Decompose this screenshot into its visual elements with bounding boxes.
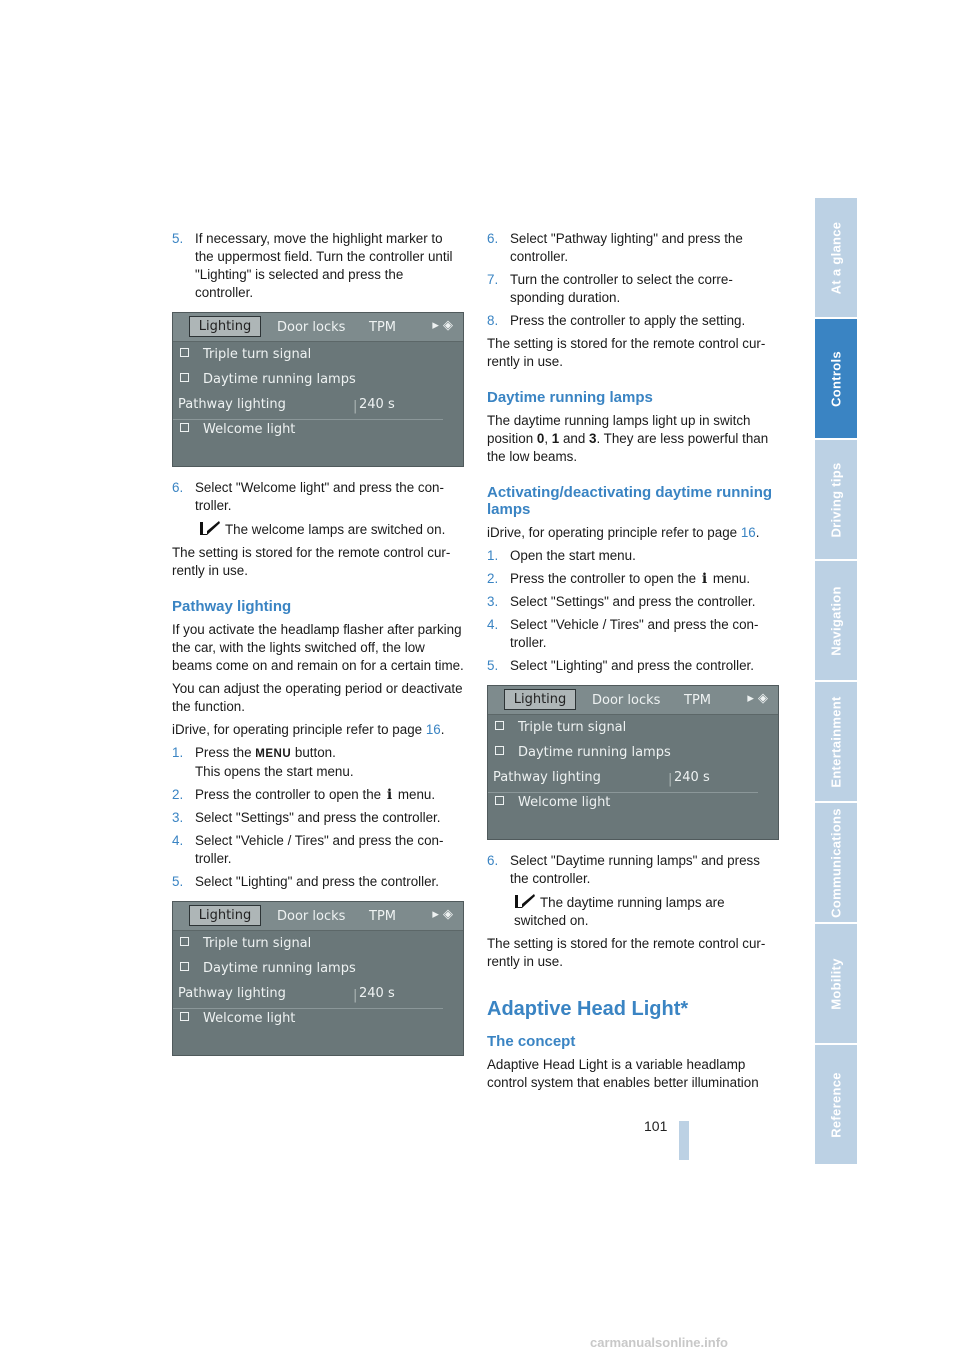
heading-pathway: Pathway lighting (172, 598, 292, 615)
chapter-tab-label: At a glance (828, 221, 844, 294)
menu-row-daytime: Daytime running lamps (178, 960, 463, 978)
menu-row-welcome: Welcome light (178, 421, 463, 439)
checkbox-icon (495, 796, 504, 805)
heading-daytime: Daytime running lamps (487, 389, 653, 406)
step-6: 6. Select "Welcome light" and press the controller. (172, 480, 444, 513)
checkbox-icon (180, 423, 189, 432)
page-number: 101 (644, 1118, 668, 1134)
heading-activating: Activating/deactivating daytime running lamps (487, 484, 773, 518)
menu-row-pathway: Pathway lighting | 240 s (493, 770, 710, 787)
chapter-tab-label: Communications (828, 807, 844, 918)
checkbox-icon (495, 721, 504, 730)
step-3r: 3. Select "Settings" and press the controller. (487, 594, 756, 609)
page-bar (679, 1121, 689, 1160)
chapter-tabs (815, 198, 857, 1166)
check-icon (514, 893, 536, 909)
check-icon (199, 520, 221, 536)
chapter-tab-mobility[interactable] (815, 924, 857, 1043)
chapter-tab-label: Controls (828, 350, 844, 407)
stored-note: The setting is stored for the remote control currently in use. (172, 545, 451, 578)
chapter-tab-controls[interactable] (815, 319, 857, 438)
checkbox-icon (180, 348, 189, 357)
welcome-on-note: The welcome lamps are switched on. (172, 520, 464, 539)
step-7r: 7. Turn the controller to select the corresponding duration. (487, 272, 733, 305)
idrive-screen-lighting-3 (487, 685, 779, 840)
step-3: 3. Select "Settings" and press the controller. (172, 810, 441, 825)
chapter-tab-label: Driving tips (828, 461, 844, 538)
step-6r: 6. Select "Pathway lighting" and press the controller. (487, 231, 743, 264)
chapter-tab-label: Mobility (828, 957, 844, 1010)
chapter-tab-navigation[interactable] (815, 561, 857, 680)
controller-icon: ▸ ◈ (747, 691, 768, 706)
stored-note: The setting is stored for the remote control currently in use. (487, 936, 766, 969)
checkbox-icon (180, 937, 189, 946)
chapter-tab-label: Reference (828, 1071, 844, 1138)
chapter-tab-reference[interactable] (815, 1045, 857, 1164)
menu-row-triple-turn: Triple turn signal (178, 346, 463, 364)
menu-row-triple-turn: Triple turn signal (493, 719, 778, 737)
heading-concept: The concept (487, 1033, 576, 1050)
checkbox-icon (180, 373, 189, 382)
tab-tpm: TPM (369, 320, 396, 335)
tab-door-locks: Door locks (277, 320, 346, 335)
idrive-screen-lighting-1 (172, 312, 464, 467)
menu-row-daytime: Daytime running lamps (178, 371, 463, 389)
step-4: 4. Select "Vehicle / Tires" and press the controller. (172, 833, 444, 866)
tab-lighting: Lighting (189, 905, 261, 926)
checkbox-icon (180, 962, 189, 971)
step-1r: 1. Open the start menu. (487, 548, 636, 563)
chapter-tab-at-a-glance[interactable] (815, 198, 857, 317)
step-1: 1. Press the MENU button. This opens the start menu. (172, 745, 354, 779)
daytime-on-note: The daytime running lamps are switched on. (514, 895, 725, 928)
chapter-tab-driving-tips[interactable] (815, 440, 857, 559)
page-link[interactable]: 16 (740, 525, 756, 540)
menu-row-triple-turn: Triple turn signal (178, 935, 463, 953)
checkbox-icon (495, 746, 504, 755)
tab-door-locks: Door locks (592, 693, 661, 708)
chapter-tab-entertainment[interactable] (815, 682, 857, 801)
step-5: 5. If necessary, move the highlight marker to the uppermost field. Turn the controller until "Lighting" is selected and press the controller. (172, 231, 453, 300)
info-icon: i (386, 787, 393, 803)
right-column: 6. Select "Pathway lighting" and press the controller. 7. Turn the controller to select the corresponding duration. 8. Press the controller to apply the setting. The setting is stored for the remote control currently in use. Daytime running lamps The daytime running lamps light up in switch position 0, 1 and 3. They are less powerful than the low beams. Activating/deactivating daytime running lamps iDrive, for operating principle refer to page 16. 1. Open the start menu. 2. Press the controller to open the i menu. 3. Select "Settings" and press the controller. 4. Select "Vehicle / Tires" and press the controller. 5. Select "Lighting" and press the controller. Lighting Door locks TPM ▸ ◈ Triple turn signal Daytime running lamps Pathway lighting | 240 s Welcome light 6. Select "Daytime running lamps" and press the controller. The daytime running lamps are switched on. The setting is stored for the remote control currently in use. Adaptive Head Light* The concept Adaptive Head Light is a variable headlamp control system that enables better illumination (487, 230, 779, 1097)
stored-note: The setting is stored for the remote control currently in use. (487, 336, 766, 369)
step-2r: 2. Press the controller to open the i menu. (487, 571, 751, 587)
menu-row-daytime: Daytime running lamps (493, 744, 778, 762)
menu-row-welcome: Welcome light (178, 1010, 463, 1028)
tab-tpm: TPM (684, 693, 711, 708)
menu-row-welcome: Welcome light (493, 794, 778, 812)
tab-lighting: Lighting (504, 689, 576, 710)
idrive-screen-lighting-2 (172, 901, 464, 1056)
step-5r: 5. Select "Lighting" and press the controller. (487, 658, 754, 673)
step-5b: 5. Select "Lighting" and press the controller. (172, 874, 439, 889)
checkbox-icon (180, 1012, 189, 1021)
controller-icon: ▸ ◈ (432, 907, 453, 922)
menu-key-icon: MENU (255, 748, 292, 760)
tab-door-locks: Door locks (277, 909, 346, 924)
step-8r: 8. Press the controller to apply the setting. (487, 313, 746, 328)
chapter-tab-label: Entertainment (828, 695, 844, 788)
page-link[interactable]: 16 (425, 722, 441, 737)
left-column: 5. If necessary, move the highlight marker to the uppermost field. Turn the controller until "Lighting" is selected and press the controller. Lighting Door locks TPM ▸ ◈ Triple turn signal Daytime running lamps Pathway lighting | 240 s Welcome light 6. Select "Welcome light" and press the controller. The welcome lamps are switched on. The setting is stored for the remote control currently in use. Pathway lighting If you activate the headlamp flasher after parking the car, with the lights switched off, the low beams come on and remain on for a certain time. You can adjust the operating period or deactivate the function. iDrive, for operating principle refer to page 16. 1. Press the MENU button. This opens the start menu. 2. Press the controller to open the i menu. 3. Select "Settings" and press the controller. 4. Select "Vehicle / Tires" and press the controller. 5. Select "Lighting" and press the controller. Lighting Door locks TPM ▸ ◈ Triple turn signal Daytime running lamps Pathway lighting | 240 s Welcome light (172, 230, 464, 1068)
menu-row-pathway: Pathway lighting | 240 s (178, 986, 395, 1003)
step-2: 2. Press the controller to open the i menu. (172, 787, 436, 803)
chapter-tab-communications[interactable] (815, 803, 857, 922)
controller-icon: ▸ ◈ (432, 318, 453, 333)
tab-lighting: Lighting (189, 316, 261, 337)
chapter-tab-label: Navigation (828, 585, 844, 656)
tab-tpm: TPM (369, 909, 396, 924)
heading-adaptive-head-light: Adaptive Head Light* (487, 998, 689, 1020)
step-4r: 4. Select "Vehicle / Tires" and press the controller. (487, 617, 759, 650)
step-6r2: 6. Select "Daytime running lamps" and press the controller. (487, 853, 760, 886)
menu-row-pathway: Pathway lighting | 240 s (178, 397, 395, 414)
info-icon: i (701, 571, 708, 587)
watermark: carmanualsonline.info (590, 1335, 728, 1350)
